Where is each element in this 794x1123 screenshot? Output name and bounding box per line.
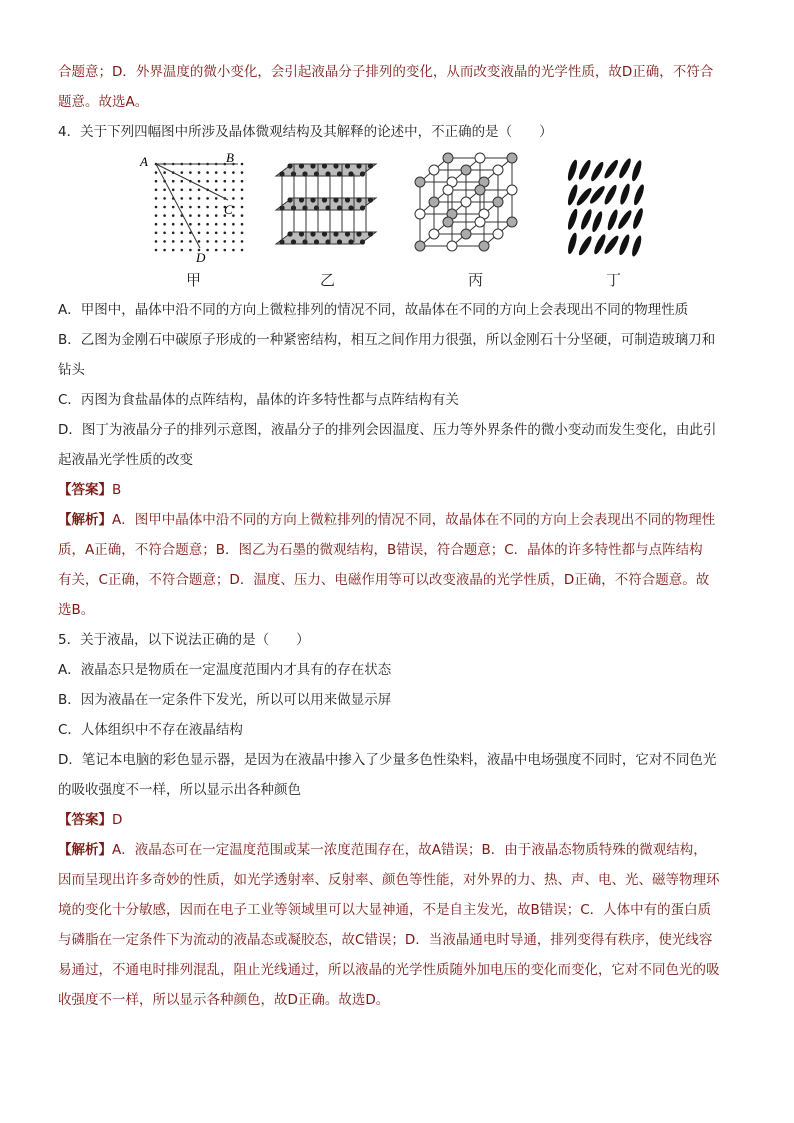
- lattice-dot: [155, 240, 158, 243]
- lattice-dot: [155, 171, 158, 174]
- figure-bing-salt-lattice: [410, 152, 530, 267]
- lattice-dot: [172, 240, 175, 243]
- lattice-dot: [155, 214, 158, 217]
- lattice-dot: [155, 206, 158, 209]
- salt-cube: [415, 153, 517, 251]
- lc-molecule: [589, 160, 605, 182]
- carbon-atom: [302, 239, 307, 244]
- question-4-figures: [58, 152, 748, 292]
- lattice-dot: [155, 223, 158, 226]
- sodium-ion: [461, 197, 471, 207]
- lattice-dot: [215, 223, 218, 226]
- prev-analysis-line: 合题意；D．外界温度的微小变化，会引起液晶分子排列的变化，从而改变液晶的光学性质，故D正确，不符合: [58, 64, 714, 80]
- question-4-analysis: [58, 510, 748, 530]
- sodium-ion: [429, 229, 439, 239]
- sodium-ion: [443, 185, 453, 195]
- carbon-atom: [337, 171, 342, 176]
- lattice-dot: [172, 189, 175, 192]
- carbon-atom: [310, 163, 315, 168]
- answer-tag: 【答案】: [58, 482, 112, 498]
- figure-jia-lattice: [138, 152, 248, 272]
- sodium-ion: [415, 209, 425, 219]
- lattice-dot: [232, 197, 235, 200]
- carbon-atom: [287, 231, 292, 236]
- lattice-dot: [232, 223, 235, 226]
- lattice-dot: [206, 232, 209, 235]
- carbon-atom: [356, 163, 361, 168]
- chloride-ion: [443, 153, 453, 163]
- lattice-dot: [189, 206, 192, 209]
- question-4-analysis-line: 选B。: [58, 602, 95, 618]
- question-4-answer: [58, 480, 748, 500]
- carbon-atom: [368, 197, 373, 202]
- lc-molecule: [617, 157, 633, 179]
- lc-molecule: [602, 158, 620, 180]
- lattice-dot: [181, 197, 184, 200]
- chloride-ion: [507, 217, 517, 227]
- lattice-dot: [189, 189, 192, 192]
- lc-molecule: [590, 210, 604, 233]
- lattice-dot: [232, 171, 235, 174]
- lattice-dot: [181, 232, 184, 235]
- question-4-option-a: A．甲图中，晶体中沿不同的方向上微粒排列的情况不同，故晶体在不同的方向上会表现出不同的物理性质: [58, 302, 689, 318]
- lattice-dot: [206, 249, 209, 252]
- caption-jia: 甲: [186, 271, 202, 289]
- lattice-dot: [206, 214, 209, 217]
- lattice-dot: [155, 249, 158, 252]
- lattice-dot: [241, 214, 244, 217]
- carbon-atom: [299, 197, 304, 202]
- lc-molecule: [577, 235, 594, 257]
- label-d: D: [196, 250, 206, 265]
- lc-molecule: [575, 186, 594, 207]
- carbon-atom: [368, 231, 373, 236]
- carbon-atom: [314, 239, 319, 244]
- figure-ding-liquid-crystal: [563, 152, 653, 262]
- chloride-ion: [493, 197, 503, 207]
- lattice-dot: [241, 189, 244, 192]
- lattice-dot: [215, 249, 218, 252]
- question-4-option-c: C．丙图为食盐晶体的点阵结构，晶体的许多特性都与点阵结构有关: [58, 392, 459, 408]
- lattice-dot: [215, 240, 218, 243]
- lattice-dot: [206, 171, 209, 174]
- chloride-ion: [415, 177, 425, 187]
- lattice-dot: [163, 197, 166, 200]
- carbon-atom: [360, 239, 365, 244]
- lattice-dot: [241, 223, 244, 226]
- answer-value: B: [112, 482, 122, 498]
- carbon-atom: [333, 197, 338, 202]
- chloride-ion: [461, 229, 471, 239]
- lattice-dot: [189, 214, 192, 217]
- liquid-crystal-molecules: [566, 157, 646, 257]
- line-ad: [156, 164, 200, 248]
- chloride-ion: [415, 241, 425, 251]
- lattice-dot: [224, 180, 227, 183]
- sodium-ion: [493, 229, 503, 239]
- lattice-dot: [224, 223, 227, 226]
- lattice-dot: [163, 171, 166, 174]
- lc-molecule: [588, 184, 607, 205]
- question-4-option-b: B．乙图为金刚石中碳原子形成的一种紧密结构，相互之间作用力很强，所以金刚石十分坚硬，可制造玻璃刀和: [58, 332, 716, 348]
- lattice-dot: [232, 232, 235, 235]
- answer-tag: 【答案】: [58, 812, 112, 828]
- lattice-dot: [163, 206, 166, 209]
- lattice-dot: [241, 232, 244, 235]
- question-4-stem: 4．关于下列四幅图中所涉及晶体微观结构及其解释的论述中，不正确的是（ ）: [58, 124, 553, 140]
- question-5-option-c: C．人体组织中不存在液晶结构: [58, 722, 243, 738]
- lattice-dot: [155, 197, 158, 200]
- lattice-dot: [163, 249, 166, 252]
- question-5-stem: 5．关于液晶，以下说法正确的是（ ）: [58, 632, 310, 648]
- carbon-atom: [356, 197, 361, 202]
- lattice-dot: [189, 171, 192, 174]
- lattice-dot: [189, 249, 192, 252]
- lattice-dot: [206, 197, 209, 200]
- lc-molecule: [566, 232, 578, 255]
- carbon-atom: [322, 163, 327, 168]
- lattice-dot: [181, 206, 184, 209]
- lc-molecule: [617, 233, 631, 256]
- lattice-dot: [172, 223, 175, 226]
- lattice-dot: [181, 171, 184, 174]
- carbon-atom: [348, 239, 353, 244]
- carbon-atom: [360, 205, 365, 210]
- lattice-dot: [215, 189, 218, 192]
- lattice-dot: [232, 249, 235, 252]
- graphite-layers: [276, 163, 376, 244]
- lattice-dot: [163, 214, 166, 217]
- question-5-answer: [58, 810, 748, 830]
- carbon-atom: [302, 171, 307, 176]
- lattice-dot: [241, 171, 244, 174]
- lattice-dot: [215, 214, 218, 217]
- lc-molecule: [630, 159, 643, 182]
- lattice-dot: [181, 189, 184, 192]
- prev-analysis-line: 题意。故选A。: [58, 94, 149, 110]
- carbon-atom: [287, 197, 292, 202]
- chloride-ion: [479, 241, 489, 251]
- carbon-atom: [345, 197, 350, 202]
- analysis-text: A．液晶态可在一定温度范围或某一浓度范围存在，故A错误；B．由于液晶态物质特殊的微观结构，: [112, 842, 707, 858]
- question-5-analysis-line: 收强度不一样，所以显示各种颜色，故D正确。故选D。: [58, 992, 390, 1008]
- answer-value: D: [112, 812, 123, 828]
- label-b: B: [226, 152, 234, 165]
- lattice-dot: [224, 232, 227, 235]
- lattice-dot: [198, 189, 201, 192]
- figure-yi-graphite: [268, 152, 383, 262]
- question-4-analysis-line: 有关，C正确，不符合题意；D．温度、压力、电磁作用等可以改变液晶的光学性质，D正确，不符合题意。故: [58, 572, 710, 588]
- lattice-dot: [181, 249, 184, 252]
- caption-yi: 乙: [320, 271, 336, 289]
- lattice-dot: [181, 180, 184, 183]
- lattice-dot: [241, 206, 244, 209]
- question-4-option-d: D．图丁为液晶分子的排列示意图，液晶分子的排列会因温度、压力等外界条件的微小变动而发生变化，由此引: [58, 422, 717, 438]
- lattice-dot: [206, 206, 209, 209]
- question-5-option-a: A．液晶态只是物质在一定温度范围内才具有的存在状态: [58, 662, 392, 678]
- lattice-dot: [189, 197, 192, 200]
- chloride-ion: [443, 217, 453, 227]
- carbon-atom: [333, 163, 338, 168]
- lattice-dot: [198, 223, 201, 226]
- lattice-dot: [206, 223, 209, 226]
- lattice-dot: [215, 232, 218, 235]
- carbon-atom: [310, 231, 315, 236]
- chloride-ion: [429, 197, 439, 207]
- lattice-dot: [224, 189, 227, 192]
- lattice-dot: [206, 180, 209, 183]
- lattice-dot: [241, 163, 244, 166]
- lattice-dot: [163, 232, 166, 235]
- question-5-option-b: B．因为液晶在一定条件下发光，所以可以用来做显示屏: [58, 692, 392, 708]
- lc-molecule: [618, 183, 631, 206]
- lattice-dot: [163, 189, 166, 192]
- lattice-dot: [241, 197, 244, 200]
- question-5-analysis-line: 与磷脂在一定条件下为流动的液晶态或凝胶态，故C错误；D．当液晶通电时导通，排列变得有秩序，使光线容: [58, 932, 713, 948]
- lattice-dot: [215, 171, 218, 174]
- lattice-dot: [155, 189, 158, 192]
- lc-molecule: [577, 159, 593, 181]
- question-4-option-b-cont: 钻头: [58, 362, 85, 378]
- lattice-dot: [172, 180, 175, 183]
- chloride-ion: [475, 185, 485, 195]
- lattice-dot: [198, 180, 201, 183]
- lc-molecule: [616, 209, 634, 231]
- carbon-atom: [337, 239, 342, 244]
- lc-molecule: [566, 159, 579, 182]
- carbon-atom: [348, 205, 353, 210]
- lattice-dot: [198, 197, 201, 200]
- analysis-text: A．图甲中晶体中沿不同的方向上微粒排列的情况不同，故晶体在不同的方向上会表现出不同的物理性: [112, 512, 716, 528]
- question-5-analysis-line: 易通过，不通电时排列混乱，阻止光线通过，所以液晶的光学性质随外加电压的变化而变化，它对不同色光的吸: [58, 962, 720, 978]
- lattice-dot: [172, 249, 175, 252]
- sodium-ion: [507, 185, 517, 195]
- sodium-ion: [447, 241, 457, 251]
- carbon-atom: [368, 163, 373, 168]
- caption-ding: 丁: [606, 271, 622, 289]
- carbon-atom: [299, 231, 304, 236]
- lattice-dot: [172, 206, 175, 209]
- lattice-dot: [206, 240, 209, 243]
- lattice-dot: [163, 223, 166, 226]
- lattice-dot: [232, 189, 235, 192]
- lattice-dot: [189, 223, 192, 226]
- question-5-analysis: [58, 840, 748, 860]
- lc-molecule: [631, 207, 645, 230]
- question-5-analysis-line: 境的变化十分敏感，因而在电子工业等领域里可以大显神通，不是自主发光，故B错误；C．人体中有的蛋白质: [58, 902, 712, 918]
- lattice-dot: [241, 180, 244, 183]
- carbon-atom: [322, 231, 327, 236]
- question-5-option-d-cont: 的吸收强度不一样，所以显示出各种颜色: [58, 782, 301, 798]
- lattice-dot: [181, 223, 184, 226]
- carbon-atom: [291, 239, 296, 244]
- lattice-dot: [224, 171, 227, 174]
- carbon-atom: [360, 171, 365, 176]
- lattice-dot: [198, 214, 201, 217]
- label-c: C: [224, 202, 233, 217]
- carbon-atom: [299, 163, 304, 168]
- lattice-dot: [241, 249, 244, 252]
- sodium-ion: [493, 165, 503, 175]
- document-page: [58, 62, 748, 1020]
- analysis-tag: 【解析】: [58, 842, 112, 858]
- lattice-dot: [198, 171, 201, 174]
- chloride-ion: [461, 165, 471, 175]
- sodium-ion: [475, 153, 485, 163]
- carbon-atom: [287, 163, 292, 168]
- carbon-atom: [356, 231, 361, 236]
- carbon-atom: [302, 205, 307, 210]
- lattice-dot: [224, 240, 227, 243]
- lattice-dot: [163, 240, 166, 243]
- carbon-atom: [337, 205, 342, 210]
- carbon-atom: [333, 231, 338, 236]
- analysis-tag: 【解析】: [58, 512, 112, 528]
- label-a: A: [140, 154, 148, 169]
- lattice-dot: [172, 214, 175, 217]
- lc-molecule: [566, 208, 579, 231]
- carbon-atom: [348, 171, 353, 176]
- lattice-dot: [232, 180, 235, 183]
- lattice-dot: [224, 249, 227, 252]
- question-5-option-d: D．笔记本电脑的彩色显示器，是因为在液晶中掺入了少量多色性染料，液晶中电场强度不同时，它对不同色光: [58, 752, 717, 768]
- question-4-analysis-line: 质，A正确，不符合题意；B．图乙为石墨的微观结构，B错误，符合题意；C．晶体的许多特性都与点阵结构: [58, 542, 703, 558]
- lattice-dot: [172, 232, 175, 235]
- lattice-dot: [232, 240, 235, 243]
- lc-molecule: [630, 235, 643, 258]
- lc-molecule: [579, 208, 594, 231]
- carbon-atom: [345, 231, 350, 236]
- lattice-dot: [198, 206, 201, 209]
- carbon-atom: [322, 197, 327, 202]
- lattice-dot: [198, 232, 201, 235]
- chloride-ion: [507, 153, 517, 163]
- lattice-dot: [189, 240, 192, 243]
- lc-molecule: [632, 183, 646, 206]
- lc-molecule: [606, 208, 620, 231]
- carbon-atom: [345, 163, 350, 168]
- lattice-dot: [215, 180, 218, 183]
- lc-molecule: [602, 183, 618, 205]
- lattice-dot: [215, 197, 218, 200]
- sodium-ion: [429, 165, 439, 175]
- caption-bing: 丙: [468, 271, 484, 289]
- lattice-dot: [181, 240, 184, 243]
- lattice-dot: [155, 180, 158, 183]
- lattice-dot: [241, 240, 244, 243]
- carbon-atom: [310, 197, 315, 202]
- question-4-option-d-cont: 起液晶光学性质的改变: [58, 452, 193, 468]
- lattice-dot: [155, 232, 158, 235]
- lattice-dot: [198, 240, 201, 243]
- question-5-analysis-line: 因而呈现出许多奇妙的性质，如光学透射率、反射率、颜色等性能，对外界的力、热、声、电、光、磁等物理环: [58, 872, 720, 888]
- sodium-ion: [475, 217, 485, 227]
- lattice-dot: [215, 206, 218, 209]
